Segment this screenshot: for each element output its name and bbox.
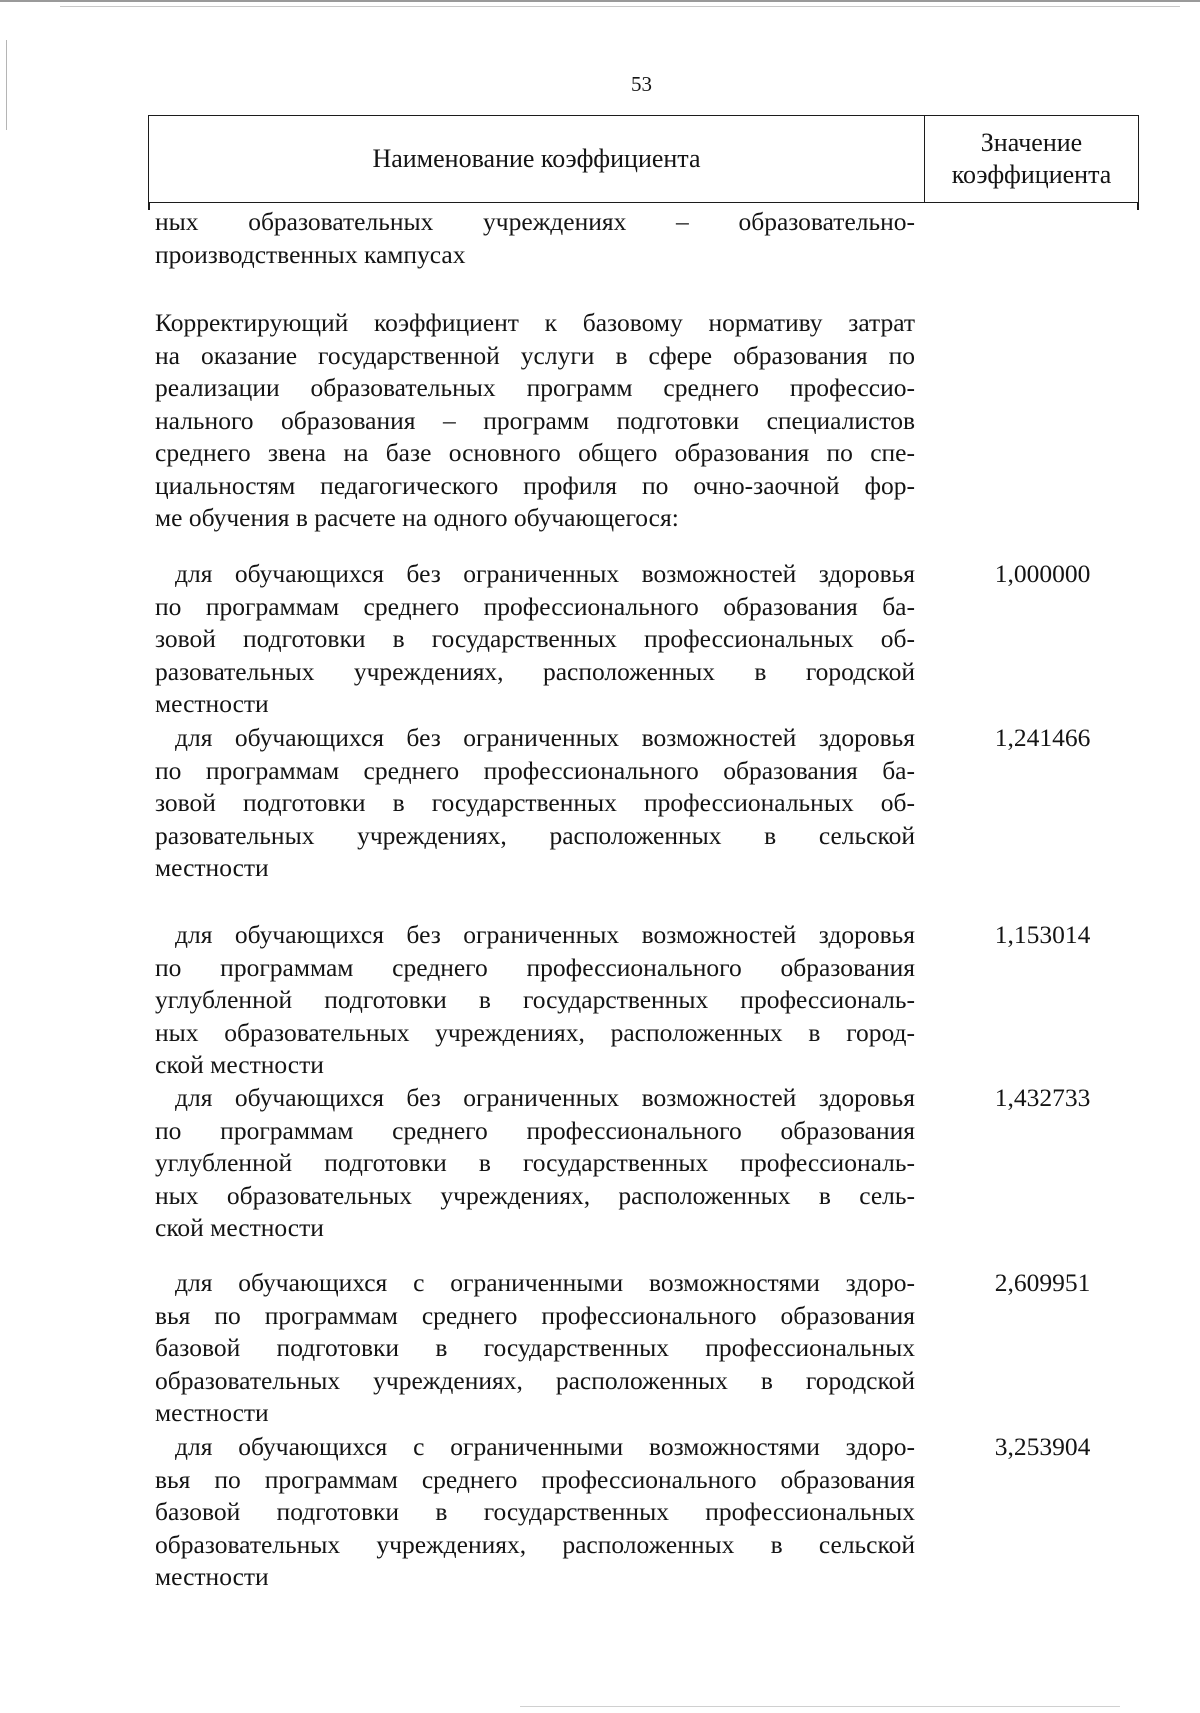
text-line: зовой подготовки в государственных профессиональных об- xyxy=(155,788,915,817)
text-line: производственных кампусах xyxy=(155,239,466,269)
text-line: ных образовательных учреждениях, расположенных в город- xyxy=(155,1017,915,1047)
text-line: ской местности xyxy=(155,1213,324,1242)
text-line: образовательных учреждениях, расположенных в городской xyxy=(155,1365,915,1395)
text-line: ме обучения в расчете на одного обучающегося: xyxy=(155,503,679,532)
header-name-column: Наименование коэффициента xyxy=(149,116,925,202)
coefficient-intro xyxy=(155,307,915,535)
text-line: местности xyxy=(155,1562,269,1591)
text-line: ской местности xyxy=(155,1050,324,1079)
text-line: углубленной подготовки в государственных профессиональ- xyxy=(155,1148,915,1177)
text-line: разовательных учреждениях, расположенных в городской xyxy=(155,656,915,686)
text-line: зовой подготовки в государственных профессиональных об- xyxy=(155,624,915,653)
text-line: Корректирующий коэффициент к базовому нормативу затрат xyxy=(155,308,915,337)
text-line: по программам среднего профессионального образования xyxy=(155,952,915,982)
text-line: вья по программам среднего профессионального образования xyxy=(155,1300,915,1330)
text-line: образовательных учреждениях, расположенных в сельской xyxy=(155,1529,915,1559)
text-line: нального образования – программ подготовки специалистов xyxy=(155,405,915,435)
text-line: по программам среднего профессионального образования ба- xyxy=(155,591,915,621)
text-line: местности xyxy=(155,1398,269,1427)
coefficient-value: 3,253904 xyxy=(994,1432,1091,1461)
header-value-column xyxy=(925,116,1138,202)
text-line: разовательных учреждениях, расположенных в сельской xyxy=(155,820,915,850)
text-line: местности xyxy=(155,853,269,882)
continuation-text xyxy=(155,206,915,271)
page-number: 53 xyxy=(631,72,652,96)
coefficient-value: 1,241466 xyxy=(994,723,1091,752)
text-line: по программам среднего профессионального образования xyxy=(155,1115,915,1145)
text-line: для обучающихся с ограниченными возможностями здоро- xyxy=(175,1268,915,1297)
text-line: ных образовательных учреждениях – образовательно- xyxy=(155,207,915,236)
coefficient-value: 2,609951 xyxy=(994,1268,1091,1297)
text-line: ных образовательных учреждениях, расположенных в сель- xyxy=(155,1180,915,1210)
coefficient-row xyxy=(155,919,915,1082)
text-line: вья по программам среднего профессионального образования xyxy=(155,1464,915,1494)
text-line: среднего звена на базе основного общего образования по спе- xyxy=(155,438,915,467)
coefficient-value: 1,153014 xyxy=(994,920,1091,949)
text-line: на оказание государственной услуги в сфере образования по xyxy=(155,340,915,370)
text-line: базовой подготовки в государственных профессиональных xyxy=(155,1333,915,1362)
text-line: для обучающихся с ограниченными возможностями здоро- xyxy=(175,1432,915,1461)
text-line: для обучающихся без ограниченных возможностей здоровья xyxy=(175,559,915,588)
text-line: реализации образовательных программ среднего профессио- xyxy=(155,373,915,402)
text-line: для обучающихся без ограниченных возможностей здоровья xyxy=(175,723,915,752)
text-line: для обучающихся без ограниченных возможностей здоровья xyxy=(175,1083,915,1112)
scan-edge-top xyxy=(0,0,1200,2)
coefficient-row xyxy=(155,1431,915,1594)
coefficient-row xyxy=(155,1082,915,1245)
header-value-line1: Значение xyxy=(980,128,1083,157)
table-rule-left xyxy=(148,202,150,210)
text-line: циальностям педагогического профиля по очно-заочной фор- xyxy=(155,470,915,500)
table-rule-right xyxy=(1137,202,1139,210)
text-line: для обучающихся без ограниченных возможностей здоровья xyxy=(175,920,915,949)
text-line: по программам среднего профессионального образования ба- xyxy=(155,755,915,785)
text-line: местности xyxy=(155,689,269,718)
coefficient-row xyxy=(155,1267,915,1430)
scan-edge-line xyxy=(60,6,1180,7)
scan-edge-bottom xyxy=(520,1706,1120,1707)
table-header xyxy=(148,115,1139,203)
coefficient-row xyxy=(155,558,915,721)
coefficient-value: 1,000000 xyxy=(994,559,1091,588)
text-line: базовой подготовки в государственных профессиональных xyxy=(155,1497,915,1526)
coefficient-row xyxy=(155,722,915,885)
coefficient-value: 1,432733 xyxy=(994,1083,1091,1112)
text-line: углубленной подготовки в государственных профессиональ- xyxy=(155,985,915,1014)
header-value-line2: коэффициента xyxy=(951,160,1112,189)
